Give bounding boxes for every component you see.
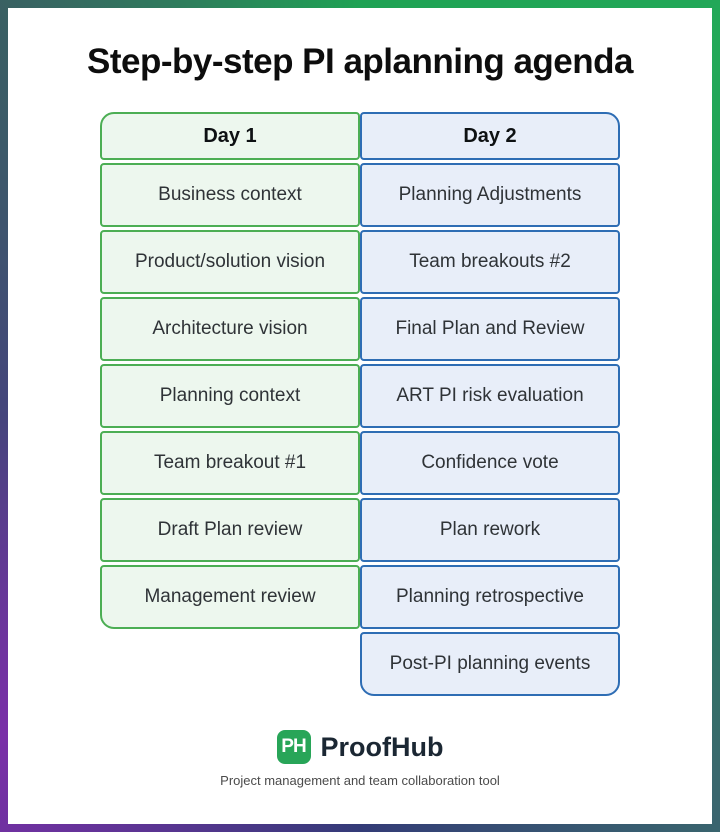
cell-management-review: Management review: [100, 565, 360, 629]
column-day-2: [360, 112, 620, 696]
cell-planning-context: Planning context: [100, 364, 360, 428]
cell-confidence-vote: Confidence vote: [360, 431, 620, 495]
page-title: Step-by-step PI aplanning agenda: [86, 42, 634, 81]
cell-draft-plan-review: Draft Plan review: [100, 498, 360, 562]
cell-planning-adjustments: Planning Adjustments: [360, 163, 620, 227]
infographic-canvas: [8, 8, 712, 824]
column-day-1: [100, 112, 360, 629]
footer: [8, 730, 712, 788]
brand-name: ProofHub: [320, 731, 444, 762]
cell-business-context: Business context: [100, 163, 360, 227]
cell-art-pi-risk-evaluation: ART PI risk evaluation: [360, 364, 620, 428]
cell-final-plan-and-review: Final Plan and Review: [360, 297, 620, 361]
cell-team-breakouts-2: Team breakouts #2: [360, 230, 620, 294]
cell-product-solution-vision: Product/solution vision: [100, 230, 360, 294]
cell-planning-retrospective: Planning retrospective: [360, 565, 620, 629]
day-1-header: Day 1: [100, 112, 360, 160]
day-2-header: Day 2: [360, 112, 620, 160]
cell-post-pi-planning-events: Post-PI planning events: [360, 632, 620, 696]
cell-plan-rework: Plan rework: [360, 498, 620, 562]
cell-team-breakout-1: Team breakout #1: [100, 431, 360, 495]
brand-tagline: Project management and team collaboration tool: [220, 773, 500, 788]
proofhub-logo-icon: PH: [277, 730, 311, 764]
cell-architecture-vision: Architecture vision: [100, 297, 360, 361]
agenda-table: [100, 112, 620, 696]
brand-row: [277, 730, 444, 764]
